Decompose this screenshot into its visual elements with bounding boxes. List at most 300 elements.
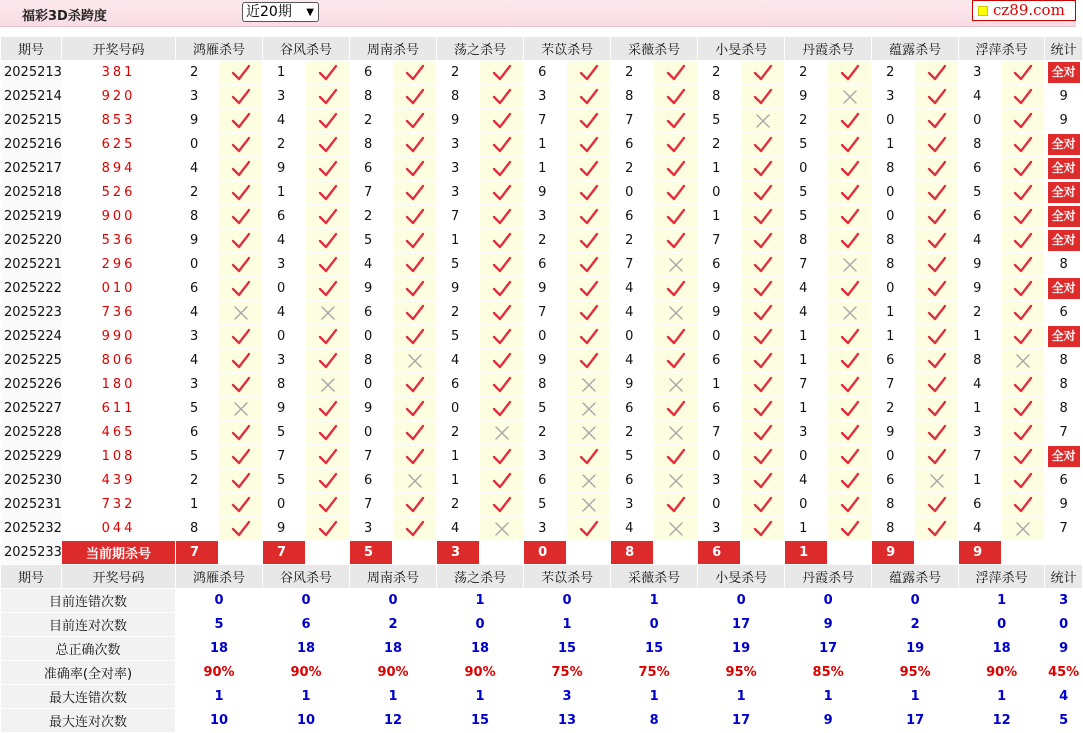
kill-number-cell: 5 — [785, 181, 828, 205]
result-mark-cell — [828, 373, 872, 397]
result-mark-cell — [828, 157, 872, 181]
period-cell: 2025217 — [1, 157, 62, 181]
summary-row — [1, 589, 1083, 613]
column-header: 期号 — [1, 37, 62, 61]
site-logo[interactable] — [972, 0, 1076, 21]
checkmark-icon — [1013, 184, 1033, 202]
checkmark-icon — [666, 400, 686, 418]
result-mark-cell — [741, 205, 785, 229]
summary-value: 95% — [698, 661, 785, 685]
result-mark-cell — [480, 445, 524, 469]
checkmark-icon — [753, 496, 773, 514]
result-mark-cell — [219, 133, 263, 157]
result-mark-cell — [1002, 181, 1045, 205]
result-mark-cell — [654, 397, 698, 421]
summary-label: 目前连对次数 — [1, 613, 176, 637]
result-mark-cell — [654, 493, 698, 517]
checkmark-icon — [579, 112, 599, 130]
result-mark-cell — [306, 325, 350, 349]
result-mark-cell — [828, 61, 872, 85]
result-mark-cell — [480, 421, 524, 445]
checkmark-icon — [579, 208, 599, 226]
kill-number-cell: 3 — [263, 253, 306, 277]
kill-number-cell: 9 — [959, 277, 1002, 301]
result-mark-cell — [741, 181, 785, 205]
range-select[interactable] — [242, 2, 319, 22]
checkmark-icon — [492, 232, 512, 250]
table-row — [1, 205, 1083, 229]
result-mark-cell — [1002, 349, 1045, 373]
result-mark-cell — [915, 373, 959, 397]
summary-label: 目前连错次数 — [1, 589, 176, 613]
stat-count: 8 — [1059, 353, 1068, 368]
column-header: 统计 — [1045, 37, 1083, 61]
kill-number-cell: 2 — [176, 181, 219, 205]
kill-number-cell: 0 — [263, 277, 306, 301]
table-row — [1, 253, 1083, 277]
cross-icon — [840, 256, 860, 274]
kill-number-cell: 2 — [263, 133, 306, 157]
result-mark-cell — [393, 109, 437, 133]
checkmark-icon — [753, 136, 773, 154]
result-mark-cell — [567, 301, 611, 325]
column-header: 开奖号码 — [62, 37, 176, 61]
checkmark-icon — [666, 280, 686, 298]
kill-number-cell: 0 — [698, 325, 741, 349]
kill-number-cell: 0 — [176, 133, 219, 157]
table-row — [1, 181, 1083, 205]
kill-number-cell: 4 — [263, 109, 306, 133]
kill-number-cell: 0 — [959, 109, 1002, 133]
result-mark-cell — [915, 349, 959, 373]
result-mark-cell — [654, 133, 698, 157]
result-mark-cell — [219, 469, 263, 493]
column-header: 采薇杀号 — [611, 37, 698, 61]
kill-number-cell: 6 — [437, 373, 480, 397]
summary-value: 17 — [698, 613, 785, 637]
checkmark-icon — [492, 280, 512, 298]
checkmark-icon — [666, 496, 686, 514]
result-mark-cell — [306, 85, 350, 109]
kill-number-cell: 2 — [611, 229, 654, 253]
kill-number-cell: 8 — [872, 157, 915, 181]
result-mark-cell — [741, 109, 785, 133]
range-select-value: 近20期 — [246, 4, 292, 20]
kill-number-cell: 0 — [872, 181, 915, 205]
column-header: 期号 — [1, 565, 62, 589]
checkmark-icon — [231, 112, 251, 130]
checkmark-icon — [753, 232, 773, 250]
empty-cell — [219, 541, 263, 565]
checkmark-icon — [927, 352, 947, 370]
kill-number-cell: 9 — [698, 301, 741, 325]
result-mark-cell — [1002, 493, 1045, 517]
result-mark-cell — [828, 133, 872, 157]
result-mark-cell — [567, 469, 611, 493]
logo-square-icon — [978, 6, 988, 16]
stat-count: 8 — [1059, 257, 1068, 272]
checkmark-icon — [231, 280, 251, 298]
summary-value: 1 — [959, 685, 1045, 709]
result-mark-cell — [393, 157, 437, 181]
period-cell: 2025216 — [1, 133, 62, 157]
result-mark-cell — [1002, 445, 1045, 469]
checkmark-icon — [666, 352, 686, 370]
table-row — [1, 61, 1083, 85]
result-mark-cell — [393, 373, 437, 397]
kill-number-cell: 3 — [524, 517, 567, 541]
checkmark-icon — [405, 280, 425, 298]
draw-number-cell: 296 — [62, 253, 176, 277]
column-header: 荡之杀号 — [437, 37, 524, 61]
kill-number-cell: 0 — [263, 325, 306, 349]
result-mark-cell — [480, 133, 524, 157]
kill-number-cell: 1 — [872, 325, 915, 349]
kill-number-cell: 0 — [872, 205, 915, 229]
kill-number-cell: 7 — [437, 205, 480, 229]
kill-number-cell: 1 — [698, 373, 741, 397]
result-mark-cell — [219, 421, 263, 445]
summary-value: 2 — [872, 613, 959, 637]
kill-number-cell: 6 — [698, 253, 741, 277]
result-mark-cell — [306, 349, 350, 373]
checkmark-icon — [405, 376, 425, 394]
result-mark-cell — [1002, 517, 1045, 541]
result-mark-cell — [306, 109, 350, 133]
kill-number-cell: 7 — [350, 181, 393, 205]
result-mark-cell — [306, 421, 350, 445]
current-kill-label: 当前期杀号 — [62, 541, 176, 565]
result-mark-cell — [306, 373, 350, 397]
all-correct-badge: 全对 — [1048, 230, 1080, 251]
empty-cell — [741, 541, 785, 565]
result-mark-cell — [1002, 109, 1045, 133]
draw-number-cell: 536 — [62, 229, 176, 253]
checkmark-icon — [318, 280, 338, 298]
result-mark-cell — [393, 277, 437, 301]
checkmark-icon — [666, 88, 686, 106]
kill-number-cell: 1 — [872, 133, 915, 157]
checkmark-icon — [231, 352, 251, 370]
kill-number-cell: 2 — [698, 61, 741, 85]
kill-number-cell: 6 — [872, 469, 915, 493]
checkmark-icon — [492, 448, 512, 466]
draw-number-cell: 180 — [62, 373, 176, 397]
current-kill-number: 0 — [524, 541, 567, 565]
result-mark-cell — [654, 253, 698, 277]
checkmark-icon — [927, 304, 947, 322]
stat-count: 7 — [1059, 425, 1068, 440]
current-kill-row — [1, 541, 1083, 565]
table-row — [1, 469, 1083, 493]
checkmark-icon — [579, 256, 599, 274]
summary-value: 1 — [872, 685, 959, 709]
checkmark-icon — [492, 352, 512, 370]
table-header-row — [1, 37, 1083, 61]
checkmark-icon — [405, 448, 425, 466]
draw-number-cell: 900 — [62, 205, 176, 229]
result-mark-cell — [306, 253, 350, 277]
summary-value: 12 — [350, 709, 437, 733]
period-cell: 2025213 — [1, 61, 62, 85]
kill-number-cell: 2 — [437, 61, 480, 85]
period-cell: 2025226 — [1, 373, 62, 397]
summary-value: 95% — [872, 661, 959, 685]
summary-value: 0 — [872, 589, 959, 613]
summary-header-row — [1, 565, 1083, 589]
result-mark-cell — [306, 301, 350, 325]
checkmark-icon — [492, 256, 512, 274]
kill-number-cell: 6 — [959, 493, 1002, 517]
result-mark-cell — [393, 133, 437, 157]
summary-value: 90% — [176, 661, 263, 685]
table-row — [1, 277, 1083, 301]
result-mark-cell — [480, 325, 524, 349]
kill-number-cell: 4 — [176, 349, 219, 373]
result-mark-cell — [219, 157, 263, 181]
kill-number-cell: 7 — [785, 373, 828, 397]
stat-cell — [1045, 253, 1083, 277]
stat-cell — [1045, 277, 1083, 301]
kill-number-cell: 3 — [959, 421, 1002, 445]
draw-number-cell: 010 — [62, 277, 176, 301]
result-mark-cell — [480, 85, 524, 109]
kill-number-cell: 2 — [176, 61, 219, 85]
kill-number-cell: 8 — [959, 349, 1002, 373]
stat-cell — [1045, 205, 1083, 229]
result-mark-cell — [915, 85, 959, 109]
all-correct-badge: 全对 — [1048, 158, 1080, 179]
checkmark-icon — [231, 496, 251, 514]
kill-number-cell: 8 — [176, 517, 219, 541]
stat-cell — [1045, 397, 1083, 421]
empty-cell — [480, 541, 524, 565]
draw-number-cell: 625 — [62, 133, 176, 157]
result-mark-cell — [915, 493, 959, 517]
summary-value: 0 — [698, 589, 785, 613]
result-mark-cell — [741, 133, 785, 157]
result-mark-cell — [915, 397, 959, 421]
column-header: 周南杀号 — [350, 565, 437, 589]
checkmark-icon — [753, 256, 773, 274]
kill-number-cell: 6 — [872, 349, 915, 373]
checkmark-icon — [840, 160, 860, 178]
checkmark-icon — [492, 496, 512, 514]
kill-number-cell: 9 — [350, 397, 393, 421]
kill-number-cell: 7 — [959, 445, 1002, 469]
kill-number-cell: 6 — [524, 469, 567, 493]
result-mark-cell — [306, 445, 350, 469]
kill-number-cell: 6 — [611, 133, 654, 157]
summary-value: 15 — [437, 709, 524, 733]
kill-number-cell: 0 — [872, 445, 915, 469]
draw-number-cell: 806 — [62, 349, 176, 373]
kill-number-cell: 1 — [785, 325, 828, 349]
checkmark-icon — [405, 184, 425, 202]
result-mark-cell — [654, 157, 698, 181]
kill-number-cell: 5 — [263, 421, 306, 445]
checkmark-icon — [1013, 232, 1033, 250]
result-mark-cell — [393, 205, 437, 229]
kill-number-cell: 1 — [785, 517, 828, 541]
result-mark-cell — [741, 85, 785, 109]
result-mark-cell — [741, 229, 785, 253]
kill-number-cell: 1 — [176, 493, 219, 517]
kill-number-cell: 9 — [872, 421, 915, 445]
period-cell: 2025229 — [1, 445, 62, 469]
checkmark-icon — [840, 328, 860, 346]
cross-icon — [318, 376, 338, 394]
result-mark-cell — [393, 421, 437, 445]
kill-number-cell: 2 — [611, 157, 654, 181]
result-mark-cell — [306, 397, 350, 421]
result-mark-cell — [741, 349, 785, 373]
checkmark-icon — [840, 424, 860, 442]
checkmark-icon — [318, 64, 338, 82]
result-mark-cell — [567, 205, 611, 229]
kill-number-cell: 7 — [524, 301, 567, 325]
checkmark-icon — [231, 88, 251, 106]
period-cell: 2025232 — [1, 517, 62, 541]
result-mark-cell — [915, 133, 959, 157]
result-mark-cell — [567, 109, 611, 133]
kill-number-cell: 7 — [524, 109, 567, 133]
kill-number-cell: 4 — [959, 373, 1002, 397]
checkmark-icon — [318, 520, 338, 538]
kill-number-cell: 3 — [524, 85, 567, 109]
kill-number-cell: 7 — [785, 253, 828, 277]
result-mark-cell — [306, 181, 350, 205]
checkmark-icon — [927, 280, 947, 298]
result-mark-cell — [219, 61, 263, 85]
checkmark-icon — [840, 352, 860, 370]
kill-number-cell: 1 — [437, 469, 480, 493]
summary-label: 总正确次数 — [1, 637, 176, 661]
checkmark-icon — [318, 256, 338, 274]
kill-number-cell: 7 — [698, 421, 741, 445]
kill-number-cell: 5 — [437, 325, 480, 349]
checkmark-icon — [492, 64, 512, 82]
summary-value: 0 — [350, 589, 437, 613]
summary-value: 18 — [350, 637, 437, 661]
current-kill-number: 5 — [350, 541, 393, 565]
draw-number-cell: 439 — [62, 469, 176, 493]
summary-value: 18 — [263, 637, 350, 661]
kill-number-cell: 0 — [611, 325, 654, 349]
checkmark-icon — [492, 376, 512, 394]
kill-number-cell: 6 — [698, 349, 741, 373]
summary-label: 准确率(全对率) — [1, 661, 176, 685]
result-mark-cell — [480, 205, 524, 229]
result-mark-cell — [393, 349, 437, 373]
kill-number-cell: 5 — [437, 253, 480, 277]
result-mark-cell — [915, 61, 959, 85]
checkmark-icon — [231, 232, 251, 250]
all-correct-badge: 全对 — [1048, 326, 1080, 347]
kill-number-cell: 1 — [959, 469, 1002, 493]
summary-value: 0 — [785, 589, 872, 613]
kill-number-cell: 2 — [176, 469, 219, 493]
kill-number-cell: 5 — [785, 133, 828, 157]
result-mark-cell — [654, 61, 698, 85]
kill-number-cell: 0 — [437, 397, 480, 421]
checkmark-icon — [927, 88, 947, 106]
checkmark-icon — [927, 328, 947, 346]
column-header: 周南杀号 — [350, 37, 437, 61]
checkmark-icon — [840, 112, 860, 130]
result-mark-cell — [828, 397, 872, 421]
column-header: 丹霞杀号 — [785, 565, 872, 589]
checkmark-icon — [1013, 400, 1033, 418]
kill-number-cell: 2 — [785, 61, 828, 85]
kill-number-cell: 8 — [350, 349, 393, 373]
table-row — [1, 229, 1083, 253]
checkmark-icon — [1013, 280, 1033, 298]
kill-number-cell: 8 — [611, 85, 654, 109]
checkmark-icon — [753, 280, 773, 298]
checkmark-icon — [753, 472, 773, 490]
result-mark-cell — [567, 445, 611, 469]
draw-number-cell: 381 — [62, 61, 176, 85]
result-mark-cell — [741, 301, 785, 325]
checkmark-icon — [927, 112, 947, 130]
checkmark-icon — [405, 328, 425, 346]
kill-number-cell: 5 — [959, 181, 1002, 205]
cross-icon — [840, 88, 860, 106]
result-mark-cell — [567, 61, 611, 85]
all-correct-badge: 全对 — [1048, 278, 1080, 299]
period-cell: 2025231 — [1, 493, 62, 517]
kill-number-cell: 2 — [350, 205, 393, 229]
checkmark-icon — [753, 328, 773, 346]
result-mark-cell — [567, 493, 611, 517]
kill-number-cell: 9 — [350, 277, 393, 301]
checkmark-icon — [840, 184, 860, 202]
kill-number-cell: 3 — [437, 157, 480, 181]
checkmark-icon — [579, 88, 599, 106]
kill-number-cell: 0 — [263, 493, 306, 517]
draw-number-cell: 465 — [62, 421, 176, 445]
cross-icon — [666, 376, 686, 394]
result-mark-cell — [654, 181, 698, 205]
column-header: 小旻杀号 — [698, 37, 785, 61]
result-mark-cell — [219, 445, 263, 469]
checkmark-icon — [231, 64, 251, 82]
result-mark-cell — [393, 253, 437, 277]
stat-count: 7 — [1059, 521, 1068, 536]
kill-number-cell: 0 — [698, 493, 741, 517]
draw-number-cell: 736 — [62, 301, 176, 325]
kill-number-cell: 1 — [785, 397, 828, 421]
stat-cell — [1045, 301, 1083, 325]
checkmark-icon — [840, 136, 860, 154]
result-mark-cell — [915, 181, 959, 205]
stat-count: 8 — [1059, 377, 1068, 392]
kill-number-cell: 9 — [437, 277, 480, 301]
checkmark-icon — [666, 160, 686, 178]
stat-cell — [1045, 229, 1083, 253]
cross-icon — [1013, 520, 1033, 538]
kill-number-cell: 9 — [524, 181, 567, 205]
result-mark-cell — [567, 277, 611, 301]
kill-number-cell: 6 — [959, 205, 1002, 229]
summary-value: 1 — [350, 685, 437, 709]
column-header: 采薇杀号 — [611, 565, 698, 589]
kill-number-cell: 4 — [959, 229, 1002, 253]
kill-number-cell: 6 — [611, 397, 654, 421]
stat-cell — [1045, 445, 1083, 469]
checkmark-icon — [492, 472, 512, 490]
